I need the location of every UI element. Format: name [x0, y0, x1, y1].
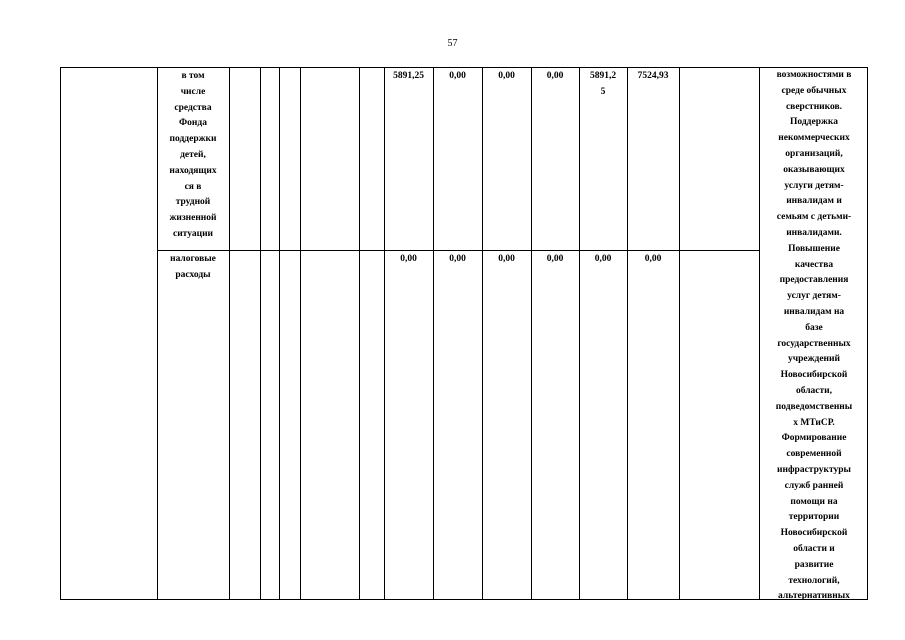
value-cell: 0,00: [498, 71, 515, 81]
column-divider: [679, 68, 680, 599]
page-number: 57: [447, 38, 458, 49]
value-cell: 0,00: [546, 254, 564, 264]
value-cell: 0,00: [546, 71, 564, 81]
row-label: налоговые расходы: [170, 254, 216, 280]
value-cell: 0,00: [449, 254, 466, 264]
column-divider: [300, 68, 301, 599]
column-divider: [433, 68, 434, 599]
column-divider: [359, 68, 360, 599]
row-label: в том числе средства Фонда поддержки детей, находящих ся в трудной жизненной ситуации: [169, 71, 217, 239]
value-cell: 0,00: [449, 71, 466, 81]
column-divider: [579, 68, 580, 599]
value-cell: 5891,2 5: [589, 71, 617, 97]
column-divider: [627, 68, 628, 599]
column-divider: [279, 68, 280, 599]
budget-table: [60, 67, 868, 600]
value-cell: 5891,25: [393, 71, 424, 81]
column-divider: [384, 68, 385, 599]
description-text: возможностями в среде обычных сверстников. Поддержка некоммерческих организаций, оказывающих услуги детям- инвалидам и семьям с детьми- инвалидами. Повышение качества предоставления услуг детям- инвалидам на базе государственных учреждений Новосибирской области, подведомственны х МТиСР. Формирование современной инфраструктуры служб ранней помощи на территории Новосибирской области и развитие технологий, альтернативных: [775, 70, 853, 602]
column-divider: [260, 68, 261, 599]
value-cell: 0,00: [400, 254, 417, 264]
column-divider: [482, 68, 483, 599]
row-divider: [157, 250, 759, 251]
value-cell: 7524,93: [637, 71, 669, 81]
value-cell: 0,00: [498, 254, 515, 264]
value-cell: 0,00: [594, 254, 612, 264]
value-cell: 0,00: [644, 254, 662, 264]
column-divider: [531, 68, 532, 599]
column-divider: [229, 68, 230, 599]
